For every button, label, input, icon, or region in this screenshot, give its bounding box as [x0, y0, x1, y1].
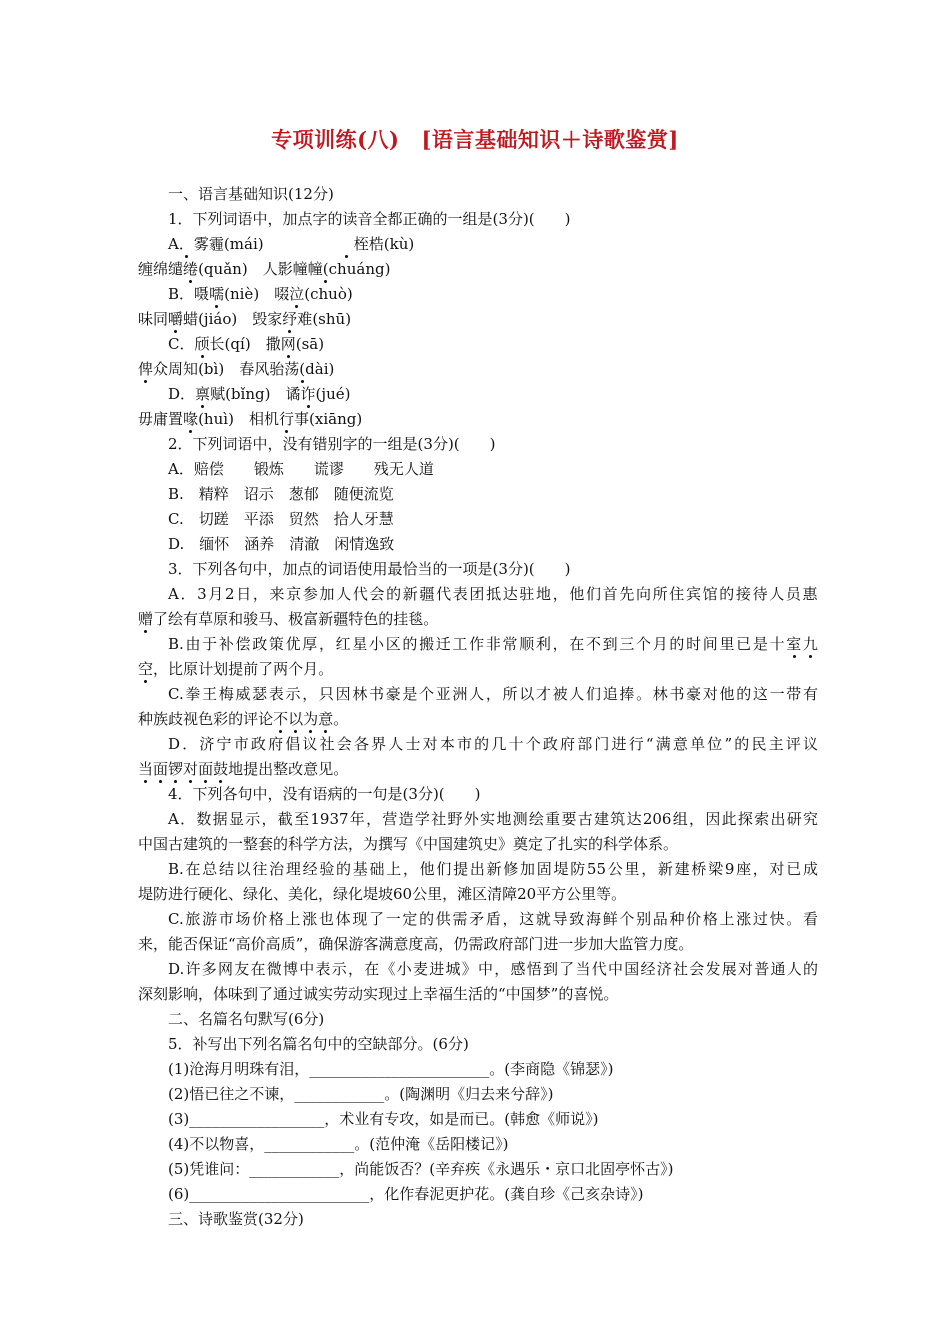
emphasis-char	[339, 235, 354, 253]
emphasis-char: 嚼	[168, 310, 184, 328]
page-title	[0, 124, 950, 154]
text-line: 空，比原计划提前了两个月。	[138, 660, 334, 678]
text-line: 2．下列词语中，没有错别字的一组是(3分)( )	[168, 435, 496, 453]
text-line: 缠绵缱绻(quǎn) 人影幢幢(chuáng)	[138, 260, 391, 278]
emphasis-char: 诈	[300, 385, 316, 403]
text-line: 堤防进行硬化、绿化、美化，绿化堤坡60公里，滩区清障20平方公里等。	[138, 885, 627, 903]
emphasis-char: 喙	[183, 410, 199, 428]
emphasis-char: 行	[278, 410, 294, 428]
text-line: 当面锣对面鼓地提出整改意见。	[138, 760, 349, 778]
emphasis-char: ．	[178, 235, 194, 253]
emphasis-char: 绻	[183, 260, 199, 278]
emphasis-char: 意	[318, 710, 334, 728]
text-line: (2)悟已往之不谏，____________。(陶渊明《归去来兮辞》)	[168, 1085, 554, 1103]
emphasis-char: 赠	[138, 610, 154, 628]
text-line: D．济宁市政府倡议社会各界人士对本市的几十个政府部门进行“满意单位”的民主评议	[168, 735, 818, 753]
text-line: (4)不以物喜，____________。(范仲淹《岳阳楼记》)	[168, 1135, 509, 1153]
emphasis-char: 不	[273, 710, 289, 728]
emphasis-char: 面	[153, 760, 169, 778]
text-line: B.由于补偿政策优厚，红星小区的搬迁工作非常顺利，在不到三个月的时间里已是十室九	[168, 635, 818, 653]
text-line: 中国古建筑的一整套的科学方法，为撰写《中国建筑史》奠定了扎实的科学体系。	[138, 835, 679, 853]
text-line: 二、名篇名句默写(6分)	[168, 1010, 325, 1028]
text-line: 三、诗歌鉴赏(32分)	[168, 1210, 304, 1228]
text-line: 深刻影响，体味到了通过诚实劳动实现过上幸福生活的“中国梦”的喜悦。	[138, 985, 619, 1003]
text-line: B.在总结以往治理经验的基础上，他们提出新修加固堤防55公里，新建桥梁9座，对已成	[168, 860, 818, 878]
text-line: (1)沧海月明珠有泪，________________________。(李商隐《锦瑟》)	[168, 1060, 614, 1078]
text-line: (3)__________________，术业有专攻，如是而已。(韩愈《师说》)	[168, 1110, 599, 1128]
text-line: C. 切蹉 平添 贸然 拾人牙慧	[168, 510, 394, 528]
emphasis-char: (	[322, 260, 329, 278]
text-line: 一、语言基础知识(12分)	[168, 185, 334, 203]
text-line: 3．下列各句中，加点的词语使用最恰当的一项是(3分)( )	[168, 560, 571, 578]
text-line: 味同嚼蜡(jiáo) 毁家纾难(shū)	[138, 310, 352, 328]
emphasis-char: 颀	[194, 335, 210, 353]
emphasis-char: 泣	[289, 285, 305, 303]
emphasis-char: (	[299, 360, 306, 378]
emphasis-char: 禀	[195, 385, 211, 403]
emphasis-char: 俾	[138, 360, 154, 378]
emphasis-char: 空	[138, 660, 154, 678]
emphasis-char: 九	[802, 635, 818, 653]
text-line: 毋庸置喙(huì) 相机行事(xiāng)	[138, 410, 363, 428]
text-line: C.旅游市场价格上涨也体现了一定的供需矛盾，这就导致海鲜个别品种价格上涨过快。看	[168, 910, 818, 928]
text-line: 种族歧视色彩的评论不以为意。	[138, 710, 349, 728]
emphasis-char: 纾	[282, 310, 298, 328]
emphasis-char: 锣	[168, 760, 184, 778]
emphasis-char: 以	[288, 710, 304, 728]
text-line: B．嗫嚅(niè) 啜泣(chuò)	[168, 285, 353, 303]
text-line: A．3月2日，来京参加人代会的新疆代表团抵达驻地，他们首先向所住宾馆的接待人员惠	[168, 585, 818, 603]
text-line: A．雾霾(mái) 桎梏(kù)	[168, 235, 415, 253]
text-line: 来，能否保证“高价高质”，确保游客满意度高，仍需政府部门进一步加大监管力度。	[138, 935, 694, 953]
text-line: D. 缅怀 涵养 清澈 闲情逸致	[168, 535, 395, 553]
emphasis-char: 对	[183, 760, 199, 778]
text-line: (6)________________________，化作春泥更护花。(龚自珍《己亥杂诗》)	[168, 1185, 644, 1203]
text-line: 1．下列词语中，加点字的读音全都正确的一组是(3分)( )	[168, 210, 571, 228]
text-line: 赠了绘有草原和骏马、极富新疆特色的挂毯。	[138, 610, 439, 628]
text-line: (5)凭谁问：____________，尚能饭否？(辛弃疾《永遇乐・京口北固亭怀古》)	[168, 1160, 674, 1178]
text-line: 5．补写出下列名篇名句中的空缺部分。(6分)	[168, 1035, 469, 1053]
emphasis-char: 网	[280, 335, 296, 353]
emphasis-char: 室	[786, 635, 803, 653]
emphasis-char: 嚅	[209, 285, 225, 303]
title-sub: [语言基础知识＋诗歌鉴赏]	[421, 127, 679, 152]
text-line: 俾众周知(bì) 春风骀荡(dài)	[138, 360, 335, 378]
text-line: C．颀长(qí) 撒网(sā)	[168, 335, 325, 353]
text-line: A．赔偿 锻炼 谎谬 残无人道	[168, 460, 434, 478]
text-line: B. 精粹 诏示 葱郁 随便流览	[168, 485, 394, 503]
text-line: D.许多网友在微博中表示，在《小麦进城》中，感悟到了当代中国经济社会发展对普通人的	[168, 960, 818, 978]
emphasis-char: 当	[138, 760, 154, 778]
emphasis-char: 鼓	[213, 760, 229, 778]
text-line: D．禀赋(bǐng) 谲诈(jué)	[168, 385, 351, 403]
emphasis-char: 面	[198, 760, 214, 778]
text-line: A．数据显示，截至1937年，营造学社野外实地测绘重要古建筑达206组，因此探索出研究	[168, 810, 818, 828]
text-line: C.拳王梅威瑟表示，只因林书豪是个亚洲人，所以才被人们追捧。林书豪对他的这一带有	[168, 685, 818, 703]
emphasis-char: 为	[303, 710, 319, 728]
text-line: 4．下列各句中，没有语病的一句是(3分)( )	[168, 785, 481, 803]
title-main: 专项训练(八)	[271, 127, 400, 152]
